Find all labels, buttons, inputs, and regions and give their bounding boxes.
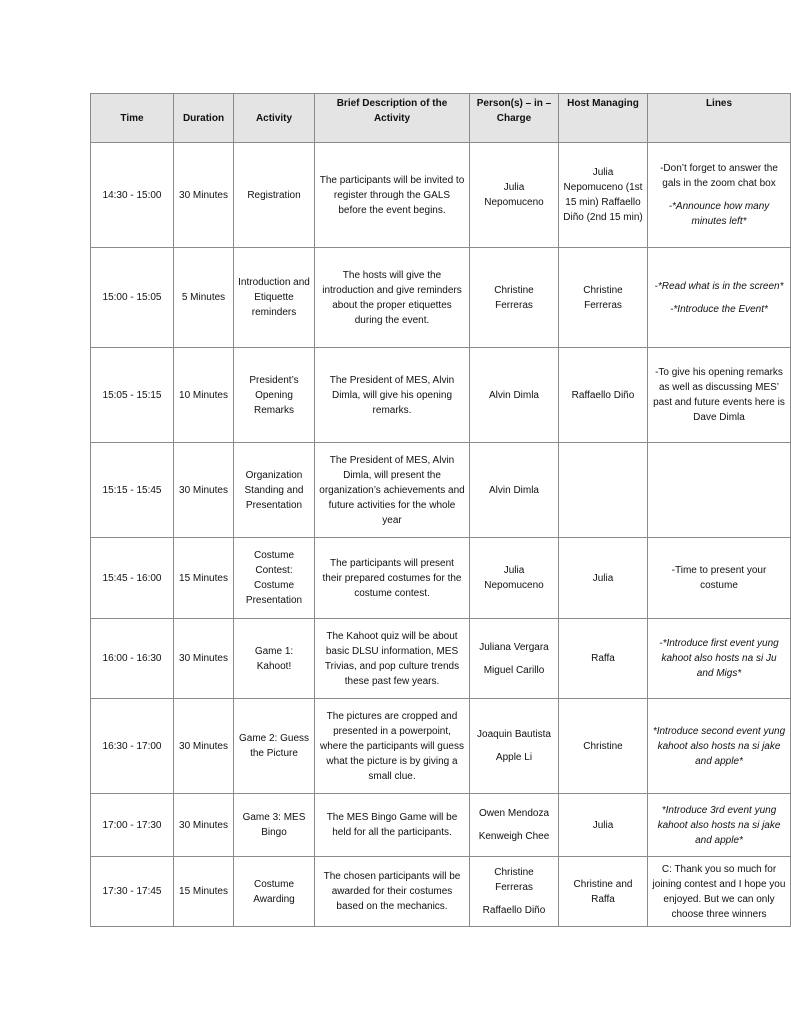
duration-cell: 30 Minutes — [174, 443, 234, 538]
line-text: -*Announce how many minutes left* — [668, 201, 770, 227]
table-row — [91, 443, 791, 538]
line-text: -*Introduce first event yung kahoot also hosts na si Ju and Migs* — [659, 638, 779, 679]
person-name: Julia Nepomuceno — [484, 565, 544, 591]
line-text: *Introduce second event yung kahoot also hosts na si jake and apple* — [652, 725, 786, 767]
line-text: -To give his opening remarks as well as discussing MES’ past and future events here is Dave Dimla — [653, 367, 785, 423]
lines-cell — [648, 794, 791, 857]
persons-cell — [470, 699, 559, 794]
activity-cell: Game 3: MES Bingo — [234, 794, 315, 857]
activity-cell: Organization Standing and Presentation — [234, 443, 315, 538]
duration-cell: 10 Minutes — [174, 348, 234, 443]
person-name: Alvin Dimla — [488, 389, 539, 401]
activity-cell: Costume Contest: Costume Presentation — [234, 538, 315, 619]
table-row — [91, 143, 791, 248]
table-row — [91, 538, 791, 619]
time-cell: 15:00 - 15:05 — [91, 248, 174, 348]
person-name: Julia Nepomuceno — [484, 182, 544, 208]
activity-cell: Game 1: Kahoot! — [234, 619, 315, 699]
person-name: Owen Mendoza — [478, 808, 550, 819]
duration-cell: 30 Minutes — [174, 699, 234, 794]
header-row — [91, 94, 791, 143]
duration-cell: 15 Minutes — [174, 538, 234, 619]
header-persons: Person(s) – in – Charge — [470, 94, 559, 143]
persons-cell — [470, 857, 559, 927]
persons-cell — [470, 443, 559, 538]
schedule-rows — [91, 143, 791, 927]
duration-cell: 30 Minutes — [174, 143, 234, 248]
lines-cell — [648, 143, 791, 248]
duration-cell: 15 Minutes — [174, 857, 234, 927]
person-name: Kenweigh Chee — [478, 831, 550, 842]
activity-cell: Game 2: Guess the Picture — [234, 699, 315, 794]
line-text: -Time to present your costume — [671, 565, 767, 591]
person-name: Alvin Dimla — [488, 484, 539, 496]
header-duration: Duration — [174, 94, 234, 143]
time-cell: 15:15 - 15:45 — [91, 443, 174, 538]
host-cell: Christine — [559, 699, 648, 794]
description-cell: The President of MES, Alvin Dimla, will present the organization’s achievements and future activities for the whole year — [315, 443, 470, 538]
line-text: -*Introduce the Event* — [670, 303, 768, 315]
activity-cell: Registration — [234, 143, 315, 248]
persons-cell — [470, 248, 559, 348]
time-cell: 14:30 - 15:00 — [91, 143, 174, 248]
host-cell: Raffaello Diño — [559, 348, 648, 443]
lines-cell — [648, 699, 791, 794]
time-cell: 15:45 - 16:00 — [91, 538, 174, 619]
duration-cell: 5 Minutes — [174, 248, 234, 348]
lines-cell — [648, 248, 791, 348]
host-cell: Julia — [559, 794, 648, 857]
description-cell: The chosen participants will be awarded for their costumes based on the mechanics. — [315, 857, 470, 927]
table-row — [91, 348, 791, 443]
person-name: Joaquin Bautista — [477, 729, 551, 740]
header-host: Host Managing — [559, 94, 648, 143]
lines-cell — [648, 348, 791, 443]
line-text: C: Thank you so much for joining contest and I hope you enjoyed. But we can only choose three winners — [652, 863, 786, 920]
time-cell: 17:30 - 17:45 — [91, 857, 174, 927]
description-cell: The pictures are cropped and presented in a powerpoint, where the participants will guess what the picture is by giving a small clue. — [315, 699, 470, 794]
description-cell: The President of MES, Alvin Dimla, will give his opening remarks. — [315, 348, 470, 443]
time-cell: 16:30 - 17:00 — [91, 699, 174, 794]
table-row — [91, 794, 791, 857]
description-cell: The participants will be invited to register through the GALS before the event begins. — [315, 143, 470, 248]
person-name: Christine Ferreras — [494, 284, 534, 311]
line-text: -*Read what is in the screen* — [654, 280, 784, 292]
time-cell: 17:00 - 17:30 — [91, 794, 174, 857]
person-name: Miguel Carillo — [483, 664, 545, 676]
person-name: Christine Ferreras — [494, 867, 534, 893]
description-cell: The participants will present their prepared costumes for the costume contest. — [315, 538, 470, 619]
time-cell: 16:00 - 16:30 — [91, 619, 174, 699]
host-cell: Julia — [559, 538, 648, 619]
host-cell: Christine and Raffa — [559, 857, 648, 927]
lines-cell — [648, 857, 791, 927]
table-row — [91, 699, 791, 794]
table-row — [91, 248, 791, 348]
description-cell: The hosts will give the introduction and give reminders about the proper etiquettes during the event. — [315, 248, 470, 348]
time-cell: 15:05 - 15:15 — [91, 348, 174, 443]
persons-cell — [470, 794, 559, 857]
persons-cell — [470, 143, 559, 248]
header-activity: Activity — [234, 94, 315, 143]
table-row — [91, 857, 791, 927]
activity-cell: Introduction and Etiquette reminders — [234, 248, 315, 348]
person-name: Apple Li — [495, 752, 533, 763]
activity-cell: President’s Opening Remarks — [234, 348, 315, 443]
lines-cell — [648, 619, 791, 699]
line-text: -Don’t forget to answer the gals in the zoom chat box — [660, 163, 778, 189]
header-description: Brief Description of the Activity — [315, 94, 470, 143]
lines-cell — [648, 443, 791, 538]
host-cell: Christine Ferreras — [559, 248, 648, 348]
persons-cell — [470, 538, 559, 619]
persons-cell — [470, 348, 559, 443]
header-time: Time — [91, 94, 174, 143]
activity-cell: Costume Awarding — [234, 857, 315, 927]
duration-cell: 30 Minutes — [174, 794, 234, 857]
table-row — [91, 619, 791, 699]
person-name: Juliana Vergara — [479, 641, 549, 653]
person-name: Raffaello Diño — [482, 905, 546, 916]
schedule-table — [90, 93, 791, 927]
description-cell: The MES Bingo Game will be held for all the participants. — [315, 794, 470, 857]
header-lines: Lines — [648, 94, 791, 143]
persons-cell — [470, 619, 559, 699]
host-cell — [559, 443, 648, 538]
host-cell: Julia Nepomuceno (1st 15 min) Raffaello Diño (2nd 15 min) — [559, 143, 648, 248]
duration-cell: 30 Minutes — [174, 619, 234, 699]
line-text: *Introduce 3rd event yung kahoot also hosts na si jake and apple* — [657, 804, 781, 846]
host-cell: Raffa — [559, 619, 648, 699]
description-cell: The Kahoot quiz will be about basic DLSU information, MES Trivias, and pop culture trends these past few years. — [315, 619, 470, 699]
lines-cell — [648, 538, 791, 619]
